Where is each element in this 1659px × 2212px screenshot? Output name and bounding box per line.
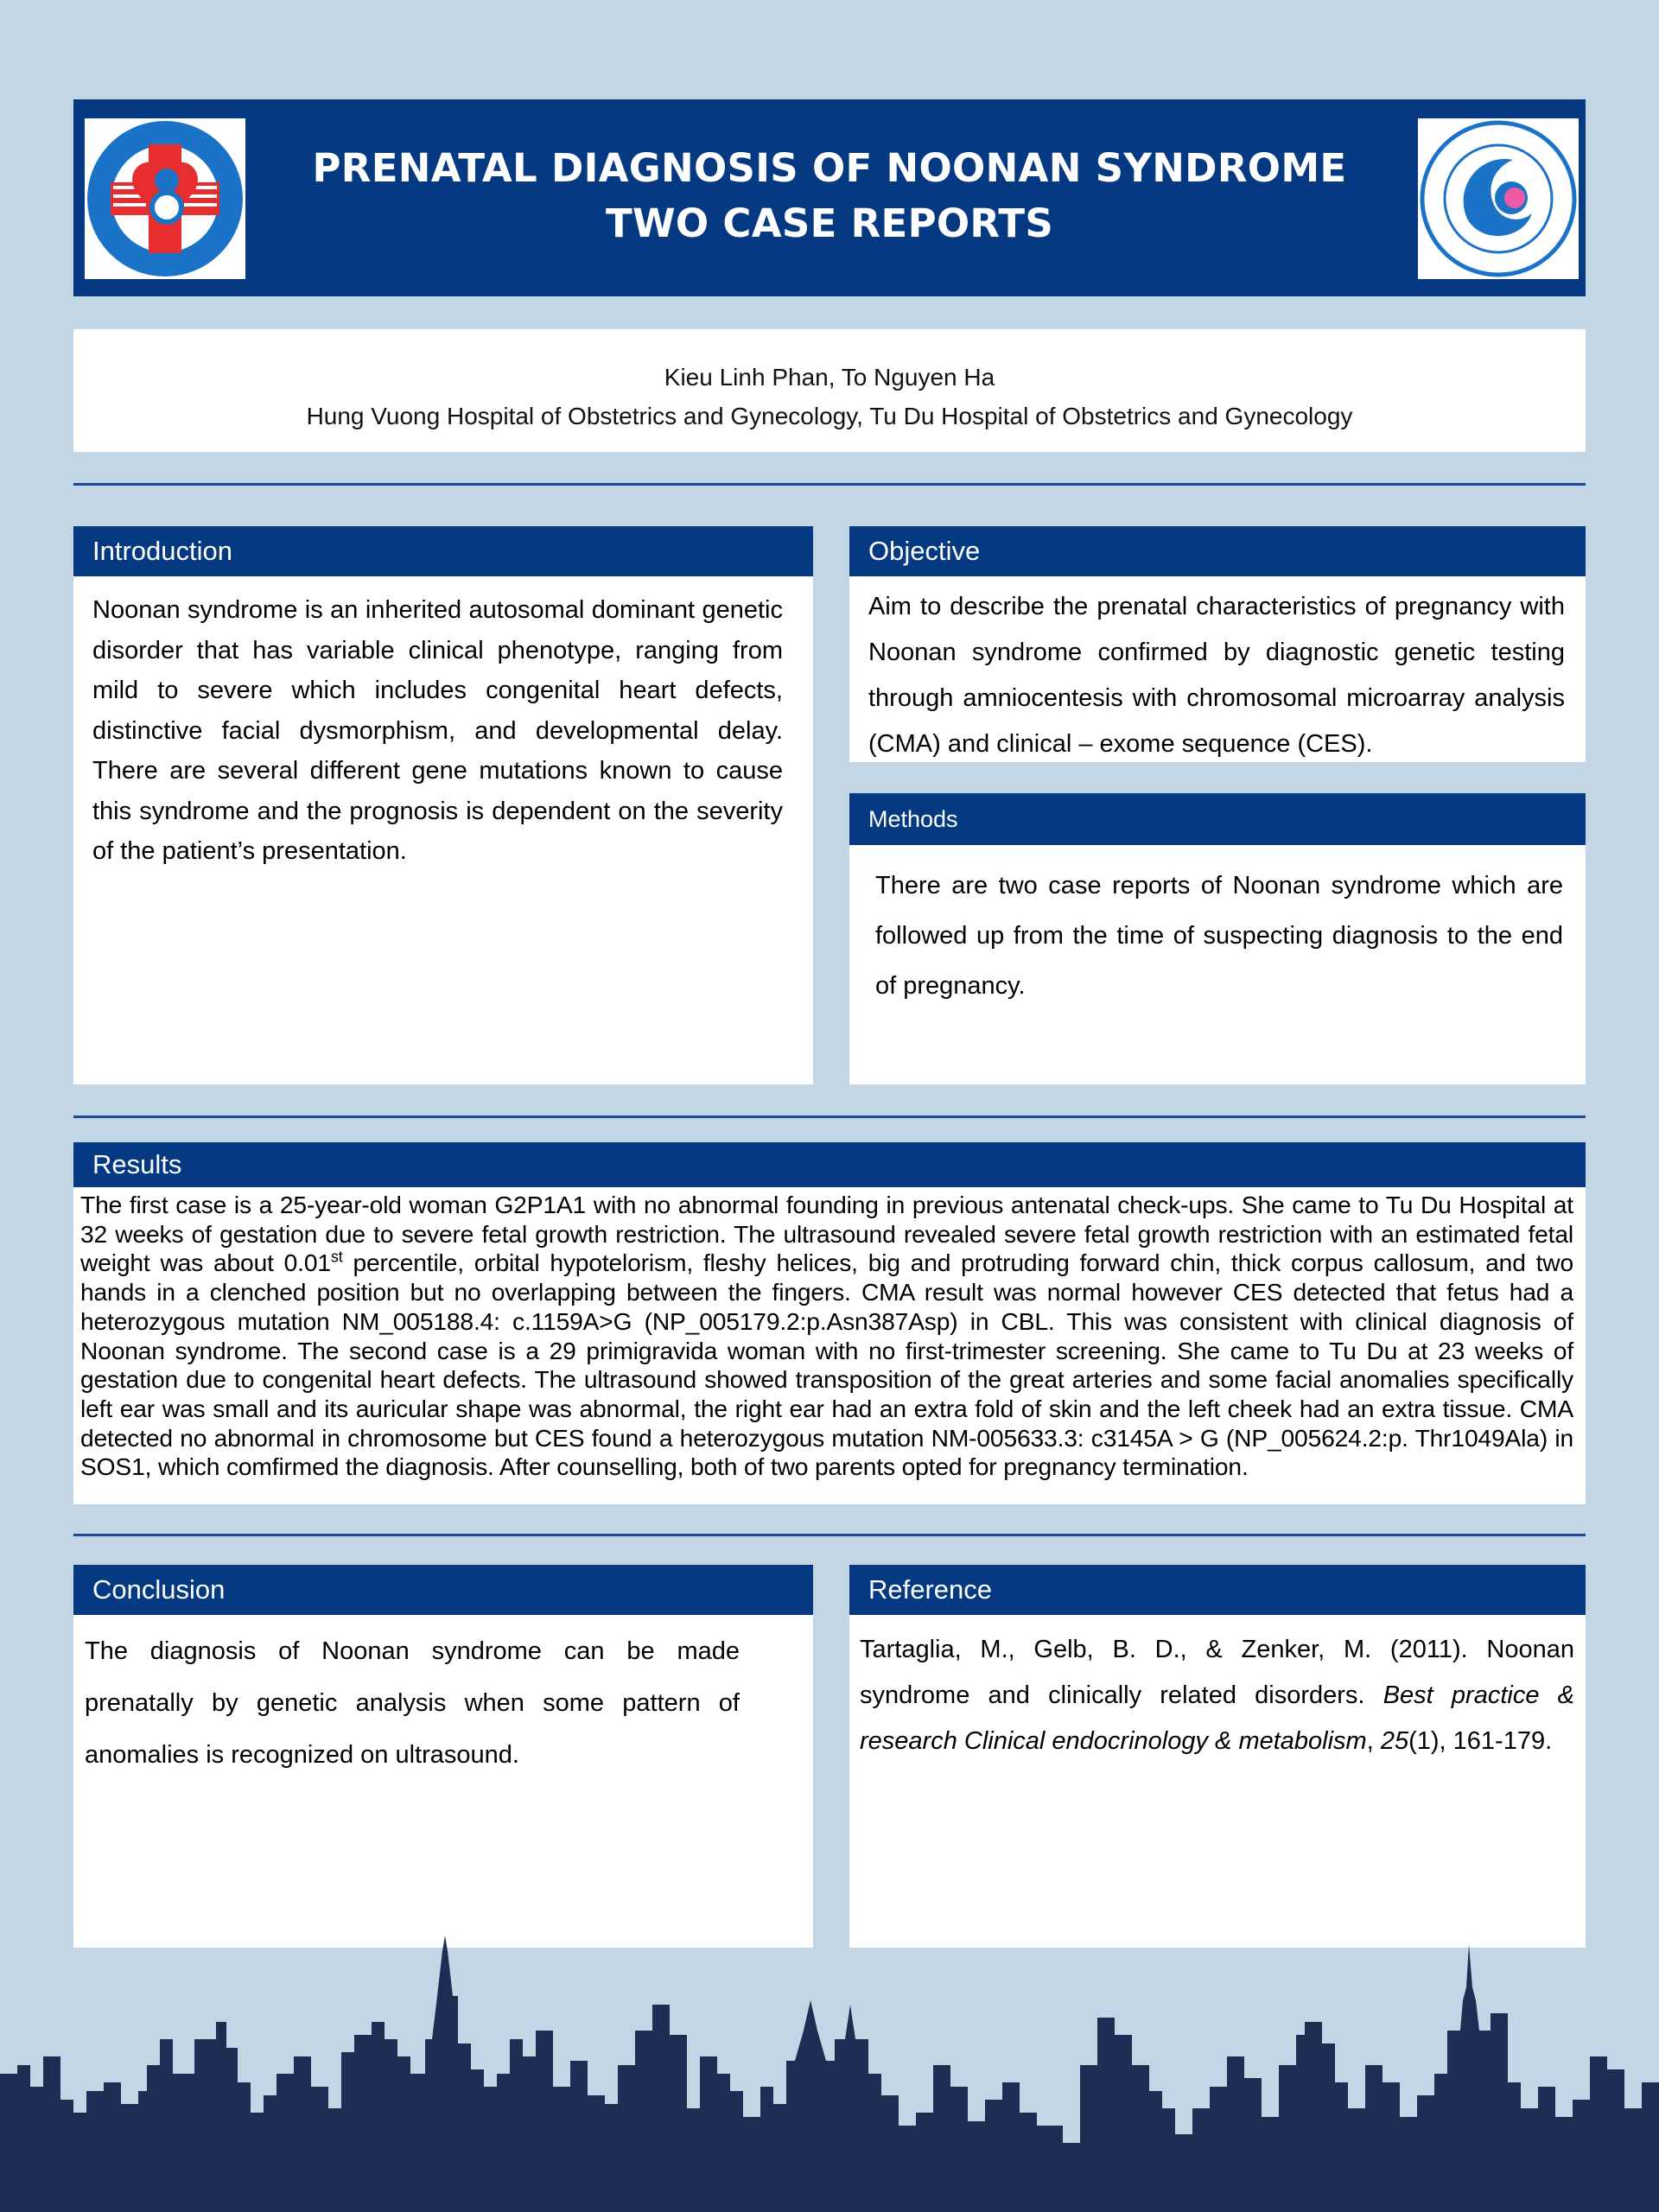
objective-panel: [849, 526, 1586, 762]
title-line-1: PRENATAL DIAGNOSIS OF NOONAN SYNDROME: [312, 145, 1347, 191]
reference-journal: Best practice & research Clinical endocrinology & metabolism: [860, 1681, 1574, 1755]
author-names: Kieu Linh Phan, To Nguyen Ha: [664, 364, 995, 391]
reference-volume: 25: [1380, 1727, 1409, 1755]
city-skyline-illustration: [0, 1936, 1659, 2212]
conclusion-text: The diagnosis of Noonan syndrome can be made prenatally by genetic analysis when some pattern of anomalies is recognized on ultrasound.: [85, 1637, 740, 1769]
title-line-2: TWO CASE REPORTS: [605, 200, 1054, 246]
results-panel: [73, 1142, 1586, 1504]
methods-heading: Methods: [849, 793, 1586, 845]
reference-panel: [849, 1565, 1586, 1948]
author-affiliations: Hung Vuong Hospital of Obstetrics and Gynecology, Tu Du Hospital of Obstetrics and Gynecology: [306, 403, 1353, 429]
section-divider: [73, 1534, 1586, 1536]
poster-title: [281, 141, 1378, 251]
results-text-part2: percentile, orbital hypotelorism, fleshy helices, big and protruding forward chin, thick corpus callosum, and two hands in a clenched position but no overlapping between the fingers. CMA result was normal however CES detected that fetus had a heterozygous mutation NM_005188.4: c.1159A>G (NP_005179.2:p.Asn387Asp) in CBL. This was consistent with clinical diagnosis of Noonan syndrome. The second case is a 29 primigravida woman with no first-trimester screening. She came to Tu Du at 23 weeks of gestation due to congenital heart defects. The ultrasound showed transposition of the great arteries and some facial anomalies specifically left ear was small and its auricular shape was abnormal, the right ear had an extra fold of skin and the left cheek had an extra tissue. CMA detected no abnormal in chromosome but CES found a heterozygous mutation NM-005633.3: c3145A > G (NP_005624.2:p. Thr1049Ala) in SOS1, which comfirmed the diagnosis. After counselling, both of two parents opted for pregnancy termination.: [80, 1249, 1573, 1481]
introduction-text: Noonan syndrome is an inherited autosomal dominant genetic disorder that has variable clinical phenotype, ranging from mild to severe which includes congenital heart defects, distinctive facial dysmorphism, and developmental delay. There are several different gene mutations known to cause this syndrome and the prognosis is dependent on the severity of the patient’s presentation.: [92, 596, 783, 865]
methods-text: There are two case reports of Noonan syndrome which are followed up from the time of suspecting diagnosis to the end of pregnancy.: [875, 872, 1563, 1000]
tu-du-hospital-logo: [1418, 118, 1579, 279]
results-superscript: st: [330, 1249, 343, 1267]
objective-text: Aim to describe the prenatal characteristics of pregnancy with Noonan syndrome confirmed by diagnostic genetic testing through amniocentesis with chromosomal microarray analysis (CMA) and clinical – exome sequence (CES).: [868, 593, 1565, 758]
reference-text: [860, 1627, 1574, 1764]
conclusion-heading: Conclusion: [73, 1565, 813, 1615]
objective-heading: Objective: [849, 526, 1586, 576]
section-divider: [73, 1116, 1586, 1118]
authors-block: [73, 329, 1586, 452]
hospital-logo-icon: [1418, 118, 1579, 279]
introduction-heading: Introduction: [73, 526, 813, 576]
reference-authors: Tartaglia, M., Gelb, B. D., & Zenker, M. (2011). Noonan syndrome and clinically related disorders.: [860, 1636, 1574, 1709]
reference-pages: (1), 161-179.: [1408, 1727, 1553, 1755]
results-text: [80, 1191, 1573, 1482]
reference-separator: ,: [1366, 1727, 1381, 1755]
introduction-panel: [73, 526, 813, 1084]
hung-vuong-hospital-logo: [85, 118, 245, 279]
title-banner: [73, 99, 1586, 296]
hospital-logo-icon: [85, 118, 245, 279]
reference-heading: Reference: [849, 1565, 1586, 1615]
results-text-part1: The first case is a 25-year-old woman G2P1A1 with no abnormal founding in previous antenatal check-ups. She came to Tu Du Hospital at 32 weeks of gestation due to severe fetal growth restriction. The ultrasound revealed severe fetal growth restriction with an estimated fetal weight was about 0.01: [80, 1191, 1573, 1277]
conclusion-panel: [73, 1565, 813, 1948]
methods-panel: [849, 793, 1586, 1084]
section-divider: [73, 483, 1586, 486]
results-heading: Results: [73, 1142, 1586, 1187]
